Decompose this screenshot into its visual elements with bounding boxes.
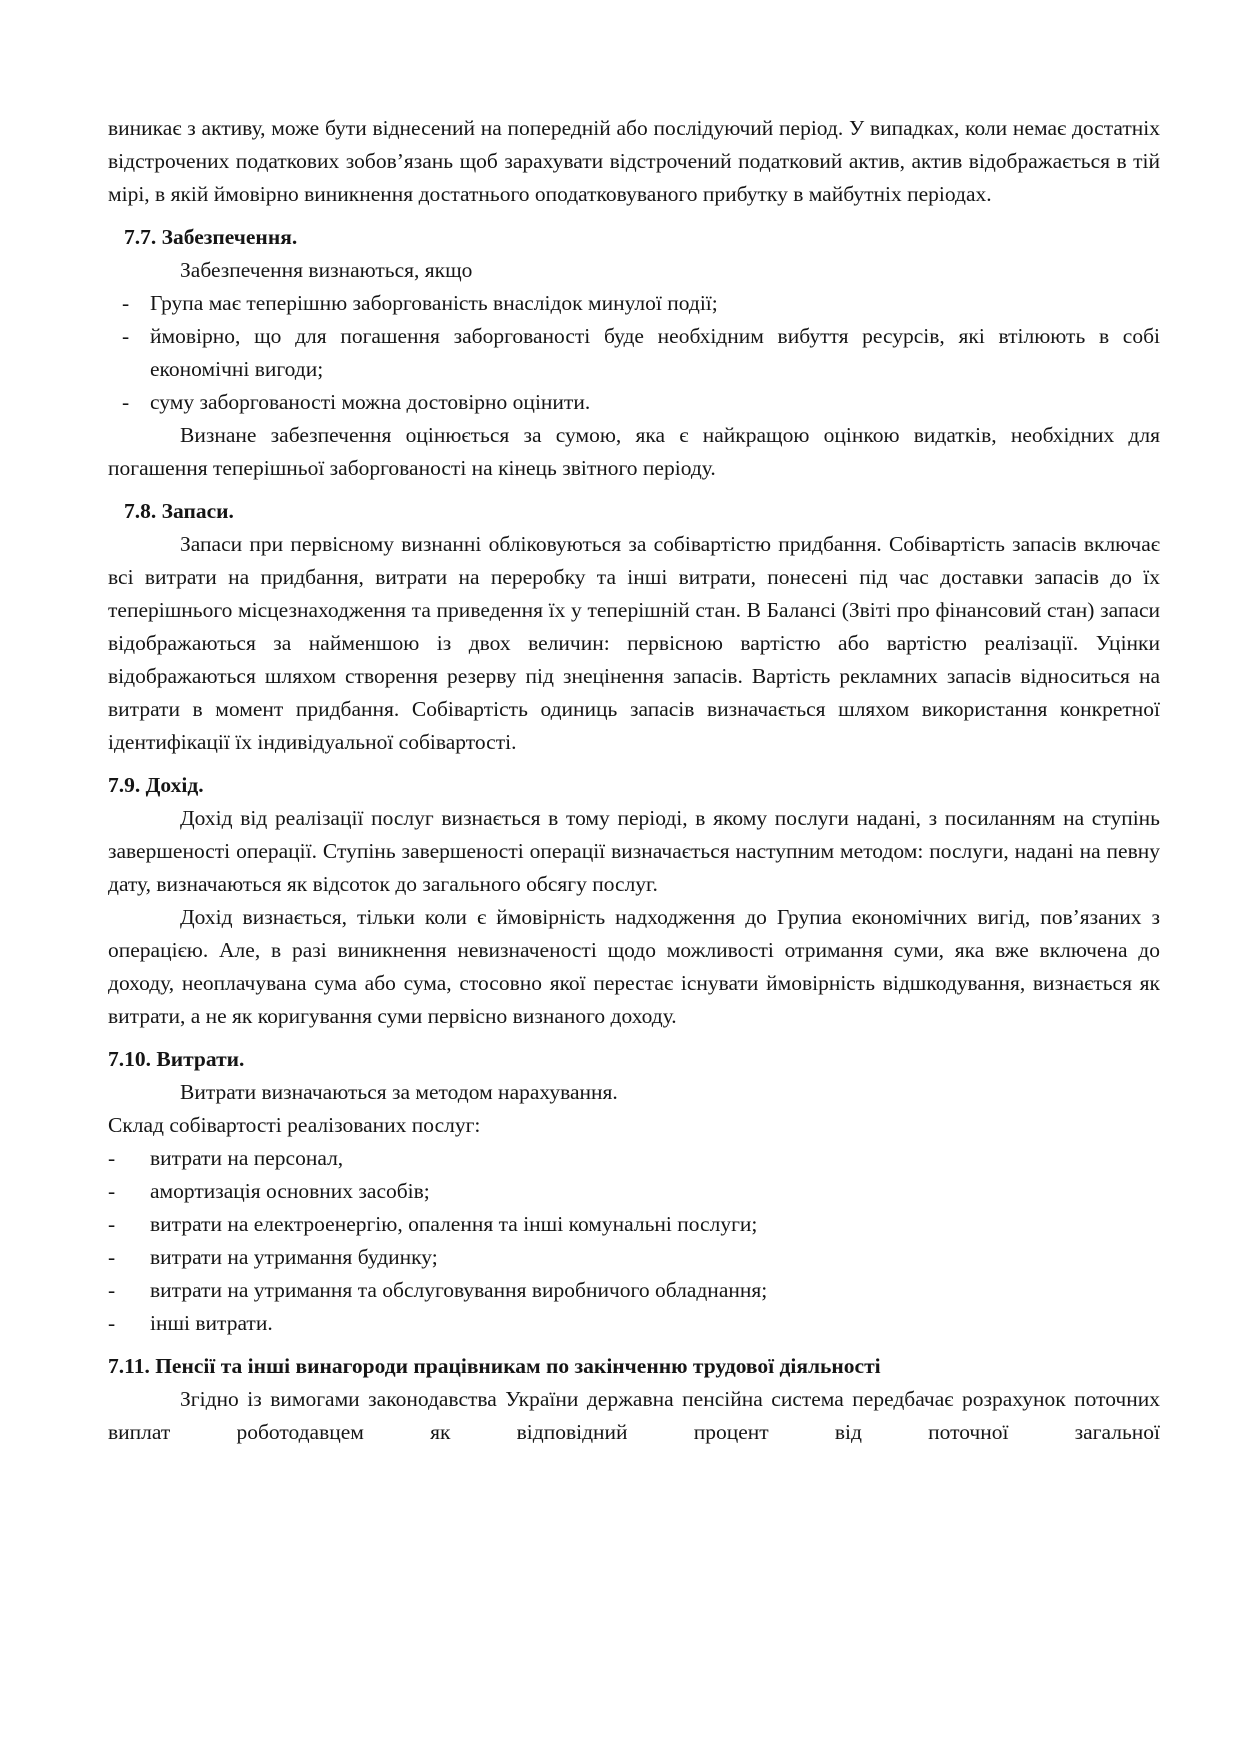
dash-bullet: -	[108, 1179, 116, 1203]
list-item	[108, 320, 1160, 386]
section-7-7	[108, 221, 1160, 485]
section-heading: 7.10. Витрати.	[108, 1047, 245, 1071]
list-item	[108, 1208, 1160, 1241]
list-item-text: ймовірно, що для погашення заборгованості буде необхідним вибуття ресурсів, які втілюють в собі економічні вигоди;	[150, 324, 1160, 381]
dash-bullet: -	[122, 324, 130, 348]
list-item-text: амортизація основних засобів;	[150, 1179, 430, 1203]
section-heading: 7.9. Дохід.	[108, 773, 204, 797]
section-paragraph: Дохід від реалізації послуг визнається в тому періоді, в якому послуги надані, з посиланням на ступінь завершеності операції. Ступінь завершеності операції визначається наступним методом: послуги, надані на певну дату, визначаються як відсоток до загального обсягу послуг.	[108, 806, 1160, 896]
section-heading: 7.7. Забезпечення.	[124, 225, 298, 249]
list-item-text: витрати на утримання будинку;	[150, 1245, 438, 1269]
provision-criteria-list	[108, 287, 1160, 419]
section-paragraph: Дохід визнається, тільки коли є ймовірність надходження до Групиа економічних вигід, пов’язаних з операцією. Але, в разі виникнення невизначеності щодо можливості отримання суми, яка вже включена до доходу, неоплачувана сума або сума, стосовно якої перестає існувати ймовірність відшкодування, визнається як витрати, а не як коригування суми первісно визнаного доходу.	[108, 905, 1160, 1028]
intro-paragraph: виникає з активу, може бути віднесений на попередній або послідуючий період. У випадках, коли немає достатніх відстрочених податкових зобов’язань щоб зарахувати відстрочений податковий актив, актив відображається в тій мірі, в якій ймовірно виникнення достатнього оподатковуваного прибутку в майбутніх періодах.	[108, 116, 1160, 206]
list-item	[108, 1307, 1160, 1340]
section-heading: 7.8. Запаси.	[124, 499, 234, 523]
list-item-text: суму заборгованості можна достовірно оцінити.	[150, 390, 591, 414]
dash-bullet: -	[108, 1245, 116, 1269]
section-7-9	[108, 769, 1160, 1033]
section-paragraph: Запаси при первісному визнанні обліковуються за собівартістю придбання. Собівартість запасів включає всі витрати на придбання, витрати на переробку та інші витрати, понесені під час доставки запасів до їх теперішнього місцезнаходження та приведення їх у теперішній стан. В Балансі (Звіті про фінансовий стан) запаси відображаються за найменшою із двох величин: первісною вартістю або вартістю реалізації. Уцінки відображаються шляхом створення резерву під знецінення запасів. Вартість рекламних запасів відноситься на витрати в момент придбання. Собівартість одиниць запасів визначається шляхом використання конкретної ідентифікації їх індивідуальної собівартості.	[108, 532, 1160, 754]
dash-bullet: -	[108, 1146, 116, 1170]
list-item-text: Група має теперішню заборгованість внаслідок минулої події;	[150, 291, 718, 315]
list-item	[108, 1142, 1160, 1175]
list-item-text: інші витрати.	[150, 1311, 273, 1335]
section-sublead: Склад собівартості реалізованих послуг:	[108, 1113, 481, 1137]
section-heading: 7.11. Пенсії та інші винагороди працівникам по закінченню трудової діяльності	[108, 1354, 881, 1378]
dash-bullet: -	[108, 1311, 116, 1335]
list-item	[108, 1274, 1160, 1307]
list-item	[108, 287, 1160, 320]
section-lead: Витрати визначаються за методом нарахування.	[180, 1080, 618, 1104]
list-item	[108, 1241, 1160, 1274]
cost-composition-list	[108, 1142, 1160, 1340]
list-item-text: витрати на персонал,	[150, 1146, 344, 1170]
dash-bullet: -	[108, 1278, 116, 1302]
section-paragraph: Згідно із вимогами законодавства України державна пенсійна система передбачає розрахунок поточних виплат роботодавцем як відповідний процент від поточної загальної	[108, 1387, 1160, 1444]
document-page	[108, 112, 1160, 1449]
section-7-10	[108, 1043, 1160, 1340]
dash-bullet: -	[108, 1212, 116, 1236]
section-lead: Забезпечення визнаються, якщо	[180, 258, 473, 282]
dash-bullet: -	[122, 390, 130, 414]
list-item-text: витрати на утримання та обслуговування виробничого обладнання;	[150, 1278, 768, 1302]
list-item	[108, 1175, 1160, 1208]
list-item-text: витрати на електроенергію, опалення та інші комунальні послуги;	[150, 1212, 758, 1236]
dash-bullet: -	[122, 291, 130, 315]
section-paragraph: Визнане забезпечення оцінюється за сумою, яка є найкращою оцінкою видатків, необхідних для погашення теперішньої заборгованості на кінець звітного періоду.	[108, 423, 1160, 480]
list-item	[108, 386, 1160, 419]
section-7-8	[108, 495, 1160, 759]
section-7-11	[108, 1350, 1160, 1449]
